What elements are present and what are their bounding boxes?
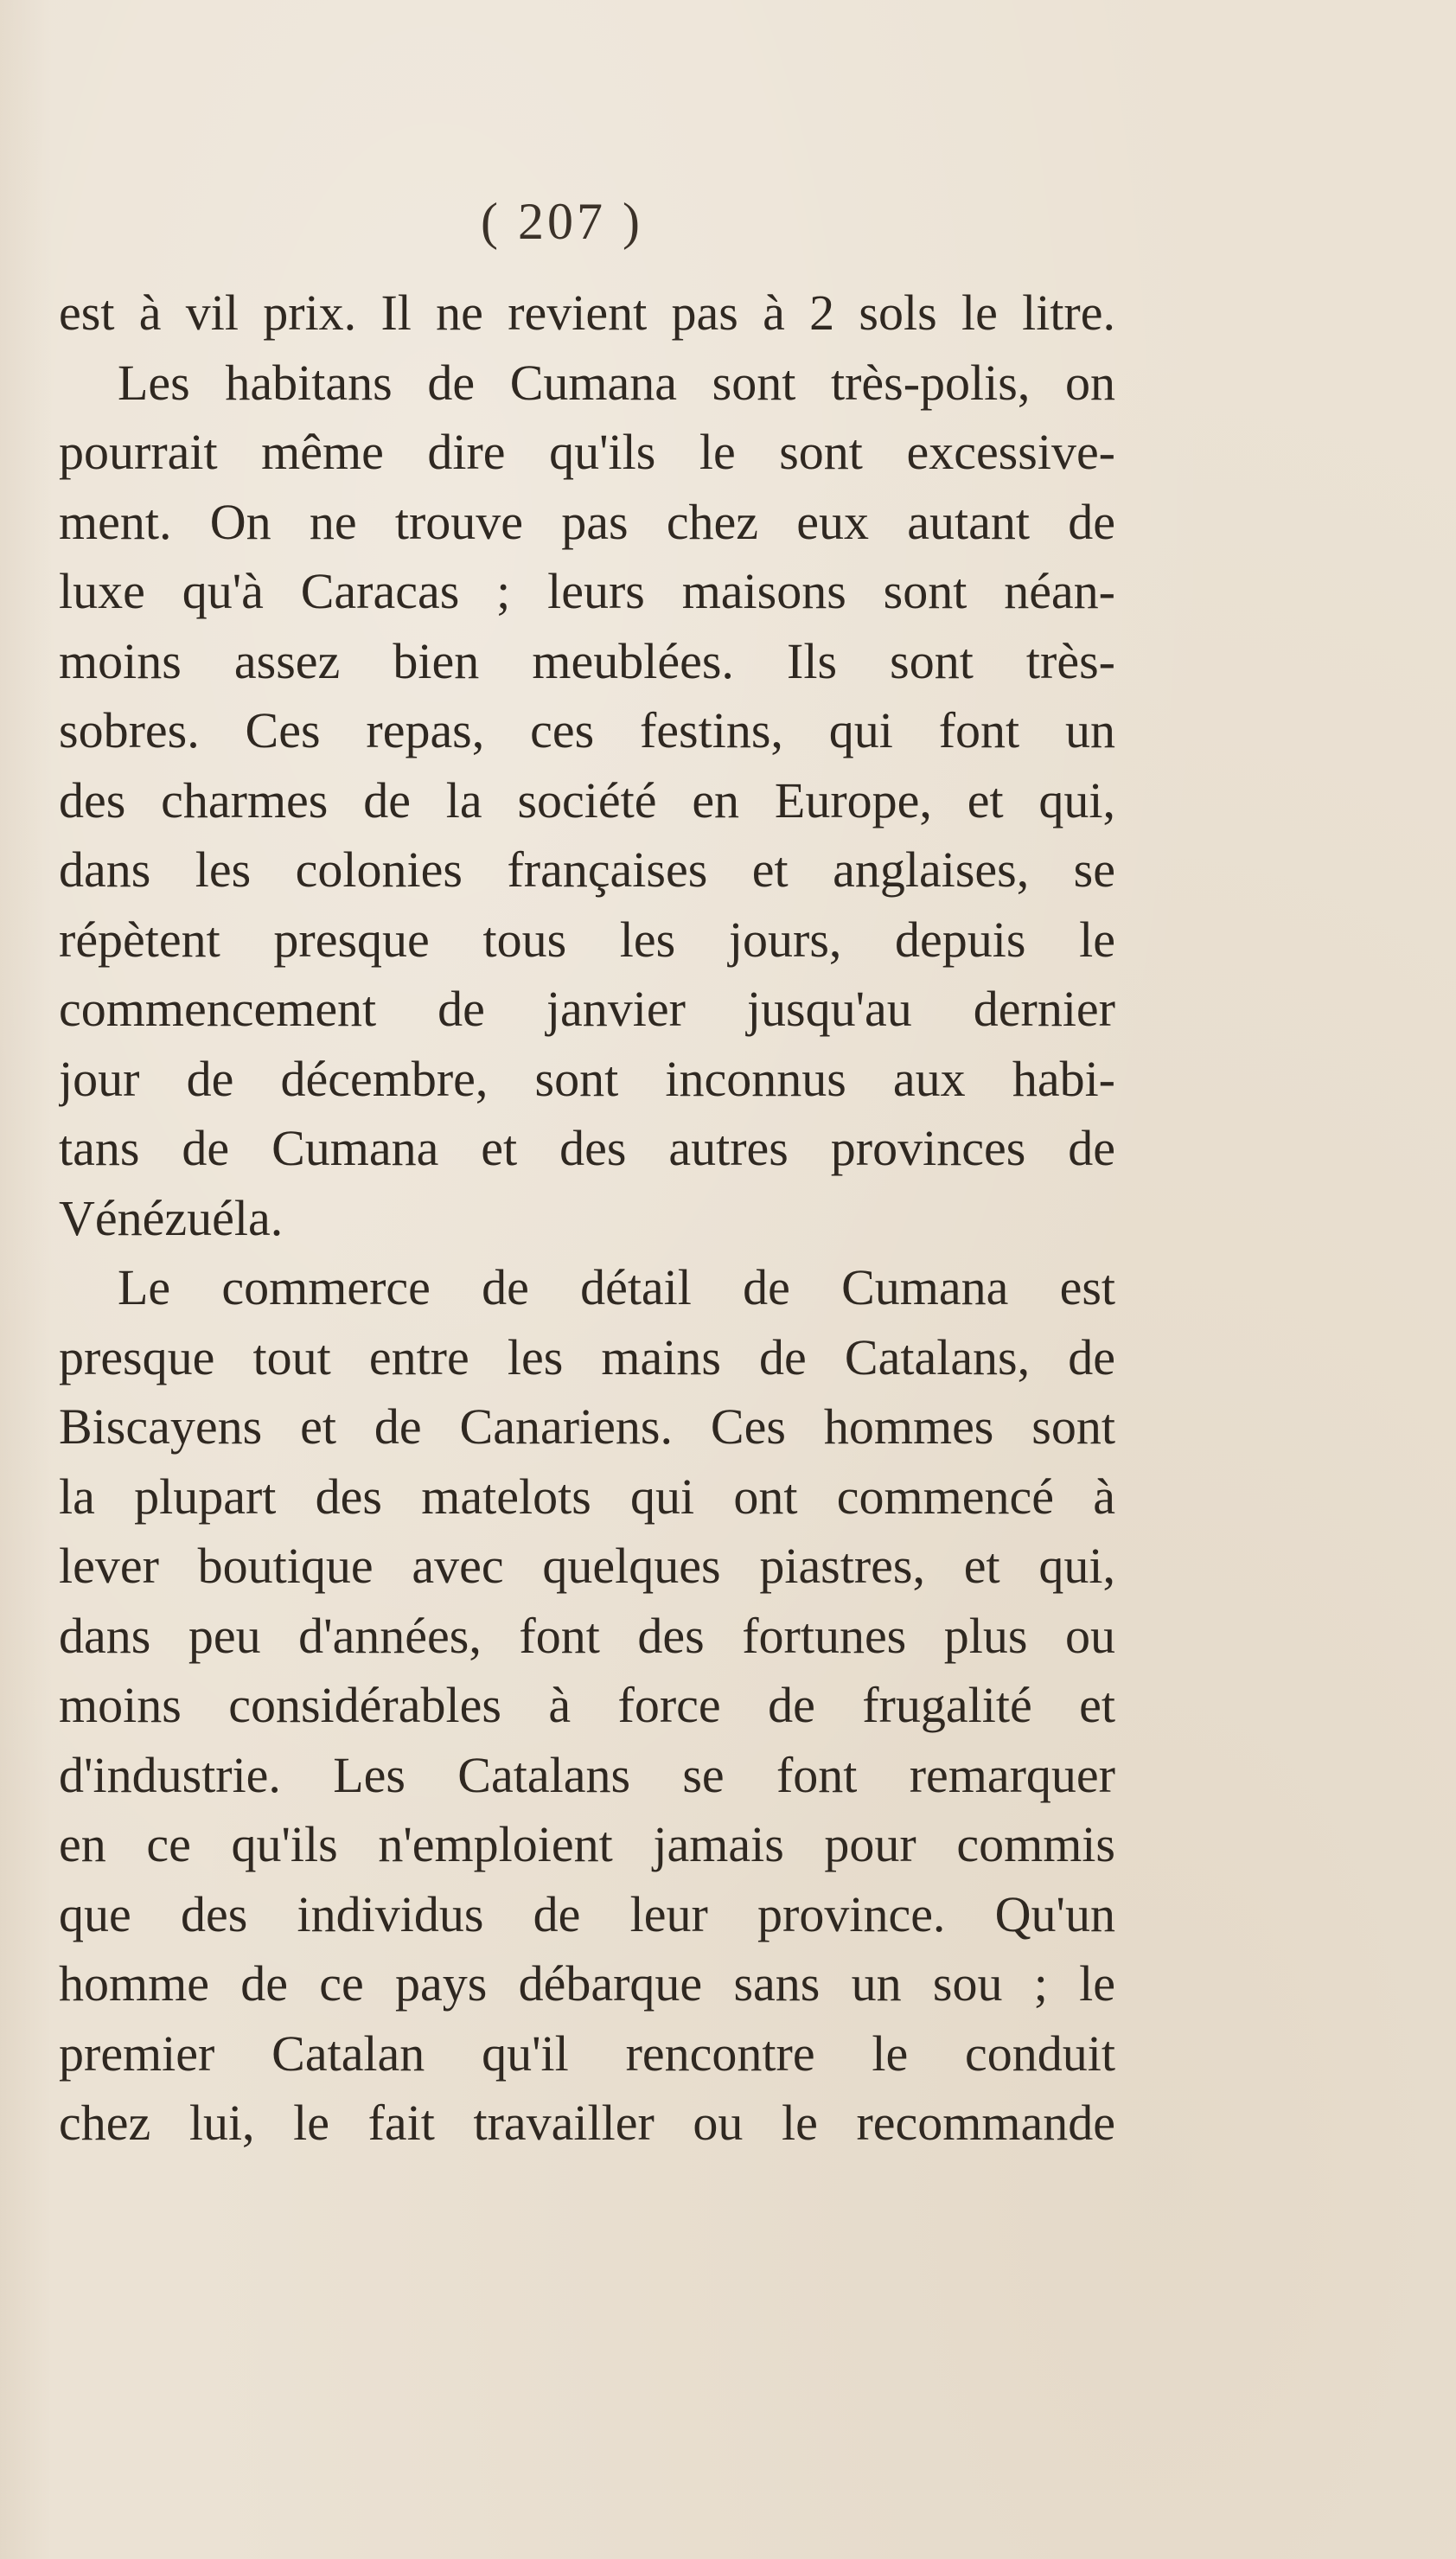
text-line: chez lui, le fait travailler ou le recommande [59, 2095, 1115, 2151]
text-line: répètent presque tous les jours, depuis le [59, 911, 1115, 968]
text-line: est à vil prix. Il ne revient pas à 2 sols le litre. [59, 285, 1115, 341]
text-line: Les habitans de Cumana sont très-polis, on [118, 354, 1115, 411]
text-line: Biscayens et de Canariens. Ces hommes sont [59, 1398, 1115, 1455]
text-line: premier Catalan qu'il rencontre le conduit [59, 2025, 1115, 2082]
text-line: homme de ce pays débarque sans un sou ; le [59, 1955, 1115, 2012]
text-line: tans de Cumana et des autres provinces de [59, 1120, 1115, 1176]
text-line: dans peu d'années, font des fortunes plus ou [59, 1607, 1115, 1664]
text-line: ment. On ne trouve pas chez eux autant de [59, 493, 1115, 550]
text-line: en ce qu'ils n'emploient jamais pour commis [59, 1816, 1115, 1872]
text-line: d'industrie. Les Catalans se font remarquer [59, 1746, 1115, 1803]
text-line: que des individus de leur province. Qu'un [59, 1885, 1115, 1942]
text-line: moins assez bien meublées. Ils sont très- [59, 632, 1115, 689]
text-line: la plupart des matelots qui ont commencé à [59, 1468, 1115, 1525]
text-line: luxe qu'à Caracas ; leurs maisons sont néan- [59, 563, 1115, 619]
text-line: presque tout entre les mains de Catalans, de [59, 1328, 1115, 1385]
text-line: dans les colonies françaises et anglaises, se [59, 841, 1115, 898]
text-line: pourrait même dire qu'ils le sont excessive- [59, 424, 1115, 480]
text-line: des charmes de la société en Europe, et qui, [59, 771, 1115, 828]
text-line: lever boutique avec quelques piastres, et qui, [59, 1538, 1115, 1594]
text-line: moins considérables à force de frugalité et [59, 1677, 1115, 1733]
page-number: ( 207 ) [481, 193, 643, 250]
text-line: Le commerce de détail de Cumana est [118, 1259, 1115, 1315]
text-line: commencement de janvier jusqu'au dernier [59, 981, 1115, 1037]
text-line: sobres. Ces repas, ces festins, qui font un [59, 702, 1115, 758]
text-line: jour de décembre, sont inconnus aux habi- [59, 1050, 1115, 1107]
text-line: Vénézuéla. [59, 1189, 284, 1246]
body-text [59, 278, 1115, 2159]
